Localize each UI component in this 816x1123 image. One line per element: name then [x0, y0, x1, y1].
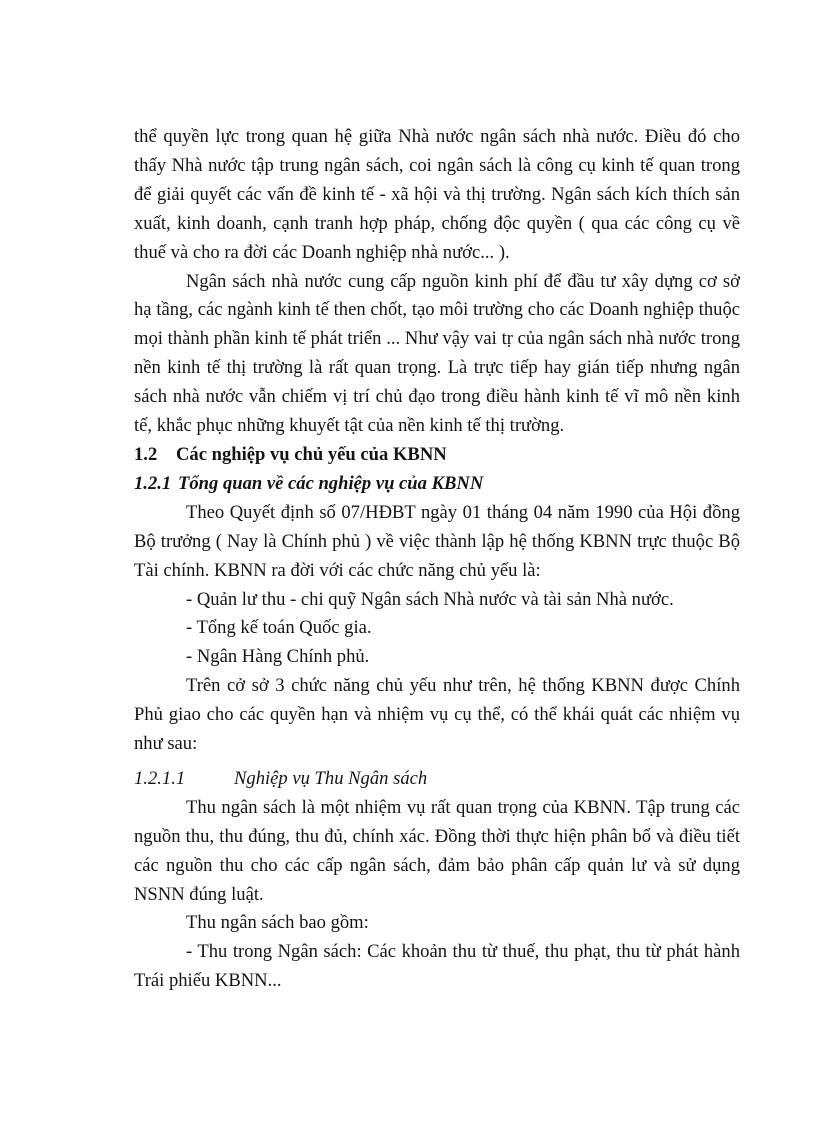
section-number: 1.2	[134, 443, 158, 465]
paragraph-budget-infrastructure: Ngân sách nhà nước cung cấp nguồn kinh phí để đầu tư xây dựng cơ sở hạ tầng, các ngành kinh tế then chốt, tạo môi trường cho các Doanh nghiệp thuộc mọi thành phần kinh tế phát triển ... Như vậy vai tṛ của ngân sách nhà nước trong nền kinh tế thị trường là rất quan trọng. Là trực tiếp hay gián tiếp nhưng ngân sách nhà nước vẫn chiếm vị trí chủ đạo trong điều hành kinh tế vĩ mô nền kinh tế, khắc phục những khuyết tật của nền kinh tế thị trường.	[134, 270, 740, 437]
function-item: - Quản lư thu - chi quỹ Ngân sách Nhà nước và tài sản Nhà nước.	[186, 588, 674, 610]
paragraph-decision: Theo Quyết định số 07/HĐBT ngày 01 tháng 04 năm 1990 của Hội đồng Bộ trưởng ( Nay là Chính phủ ) về việc thành lập hệ thống KBNN trực thuộc Bộ Tài chính. KBNN ra đời với các chức năng chủ yếu là:	[134, 501, 740, 581]
subsubsection-number: 1.2.1.1	[134, 767, 186, 789]
function-item: - Tổng kế toán Quốc gia.	[186, 617, 372, 639]
paragraph-revenue-in-budget: - Thu trong Ngân sách: Các khoản thu từ thuế, thu phạt, thu từ phát hành Trái phiếu KBNN...	[134, 941, 740, 992]
subsection-title: Tổng quan về các nghiệp vụ của KBNN	[178, 472, 484, 494]
paragraph-revenue-includes: Thu ngân sách bao gồm:	[186, 912, 369, 934]
paragraph-duties: Trên cở sở 3 chức năng chủ yếu như trên, hệ thống KBNN được Chính Phủ giao cho các quyền hạn và nhiệm vụ cụ thể, có thể khái quát các nhiệm vụ như sau:	[134, 675, 740, 755]
document-page	[134, 123, 740, 996]
subsection-number: 1.2.1	[134, 472, 172, 494]
subsubsection-title: Nghiệp vụ Thu Ngân sách	[234, 767, 428, 789]
subsubsection-heading-1-2-1-1	[134, 765, 740, 794]
subsection-heading-1-2-1	[134, 470, 740, 499]
paragraph-revenue: Thu ngân sách là một nhiệm vụ rất quan trọng của KBNN. Tập trung các nguồn thu, thu đúng, thu đủ, chính xác. Đồng thời thực hiện phân bổ và điều tiết các nguồn thu cho các cấp ngân sách, đảm bảo phân cấp quản lư và sử dụng NSNN đúng luật.	[134, 796, 740, 905]
section-title: Các nghiệp vụ chủ yếu của KBNN	[176, 443, 447, 465]
paragraph-budget-power: thể quyền lực trong quan hệ giữa Nhà nước ngân sách nhà nước. Điều đó cho thấy Nhà nước tập trung ngân sách, coi ngân sách là công cụ kinh tế quan trong để giải quyết các vấn đề kinh tế - xã hội và thị trường. Ngân sách kích thích sản xuất, kinh doanh, cạnh tranh hợp pháp, chống độc quyền ( qua các công cụ về thuế và cho ra đời các Doanh nghiệp nhà nước... ).	[134, 126, 740, 263]
function-item: - Ngân Hàng Chính phủ.	[186, 646, 370, 668]
section-heading-1-2	[134, 441, 740, 470]
